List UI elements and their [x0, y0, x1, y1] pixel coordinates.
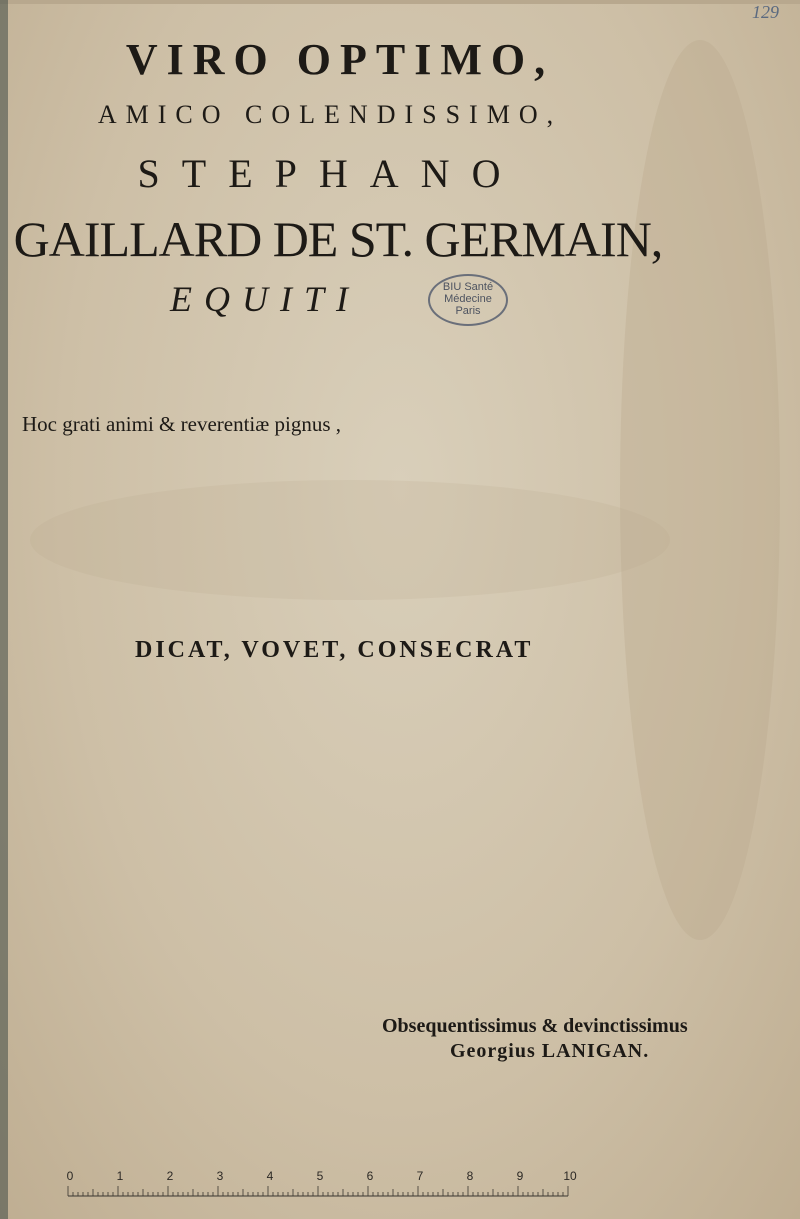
- ruler-label: 4: [266, 1169, 274, 1183]
- ruler-label: 2: [166, 1169, 174, 1183]
- stamp-line-1: BIU Santé: [442, 281, 494, 293]
- body-text: Hoc grati animi & reverentiæ pignus ,: [22, 412, 342, 436]
- ruler-label: 6: [366, 1169, 374, 1183]
- ruler-label: 9: [516, 1169, 524, 1183]
- scale-ruler: [66, 1166, 577, 1210]
- paper-stain: [30, 480, 670, 600]
- ruler-label: 5: [316, 1169, 324, 1183]
- ruler-label: 0: [66, 1169, 74, 1183]
- ruler-label: 1: [116, 1169, 124, 1183]
- ruler-label: 8: [466, 1169, 474, 1183]
- ruler-labels: [67, 1169, 577, 1183]
- ruler-label: 3: [216, 1169, 224, 1183]
- stamp-line-2: Médecine: [444, 293, 492, 305]
- signature-line-1: Obsequentissimus & devinctissimus: [382, 1015, 688, 1037]
- dedication-line-5: EQUITI: [170, 279, 360, 319]
- dedication-line-1: VIRO OPTIMO,: [125, 35, 555, 84]
- ruler-label: 7: [416, 1169, 424, 1183]
- dedication-line-2: AMICO COLENDISSIMO,: [97, 100, 563, 129]
- stamp-line-3: Paris: [455, 305, 481, 317]
- folio-number: 129: [752, 2, 779, 22]
- dedication-line-3: STEPHANO: [137, 151, 523, 196]
- ruler-ticks: [68, 1186, 568, 1196]
- dicat-line: DICAT, VOVET, CONSECRAT: [135, 637, 534, 663]
- top-edge: [0, 0, 800, 4]
- ruler-label: 10: [563, 1169, 577, 1183]
- dedication-line-4: GAILLARD DE ST. GERMAIN,: [13, 211, 663, 267]
- library-stamp: [428, 274, 508, 326]
- signature-line-2: Georgius LANIGAN.: [450, 1040, 650, 1062]
